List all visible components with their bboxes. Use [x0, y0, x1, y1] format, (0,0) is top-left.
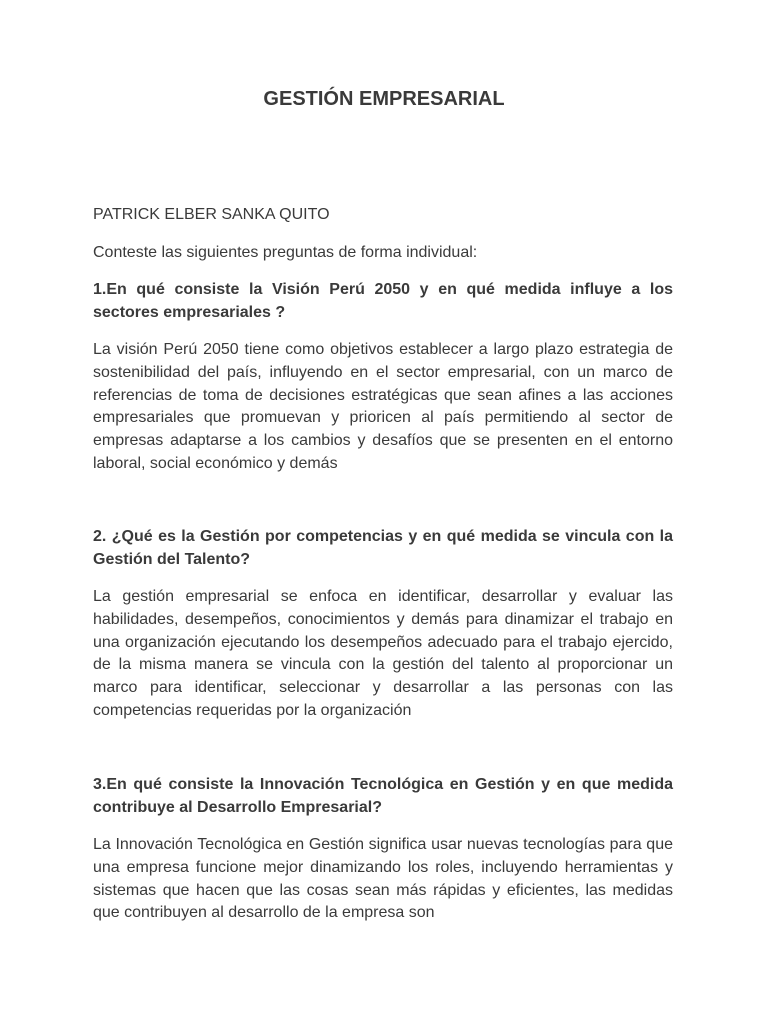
answer-1: La visión Perú 2050 tiene como objetivos establecer a largo plazo estrategia de sostenibilidad del país, influyendo en el sector empresarial, con un marco de referencias de toma de decisiones estratégicas que sean afines a las acciones empresariales que promuevan y prioricen al país permitiendo al sector de empresas adaptarse a los cambios y desafíos que se presenten en el entorno laboral, social económico y demás [93, 341, 673, 472]
author-name: PATRICK ELBER SANKA QUITO [93, 206, 330, 223]
question-3: 3.En qué consiste la Innovación Tecnológica en Gestión y en que medida contribuye al Desarrollo Empresarial? [93, 776, 673, 816]
document-title: GESTIÓN EMPRESARIAL [263, 88, 505, 110]
answer-2: La gestión empresarial se enfoca en identificar, desarrollar y evaluar las habilidades, desempeños, conocimientos y demás para dinamizar el trabajo en una organización ejecutando los desempeños adecuado para el trabajo ejercido, de la misma manera se vincula con la gestión del talento al proporcionar un marco para identificar, seleccionar y desarrollar a las personas con las competencias requeridas por la organización [93, 588, 673, 719]
instructions-text: Conteste las siguientes preguntas de forma individual: [93, 244, 478, 261]
answer-3: La Innovación Tecnológica en Gestión significa usar nuevas tecnologías para que una empresa funcione mejor dinamizando los roles, incluyendo herramientas y sistemas que hacen que las cosas sean más rápidas y eficientes, las medidas que contribuyen al desarrollo de la empresa son [93, 836, 673, 922]
question-2: 2. ¿Qué es la Gestión por competencias y en qué medida se vincula con la Gestión del Talento? [93, 528, 673, 568]
question-1: 1.En qué consiste la Visión Perú 2050 y en qué medida influye a los sectores empresariales ? [93, 281, 673, 321]
